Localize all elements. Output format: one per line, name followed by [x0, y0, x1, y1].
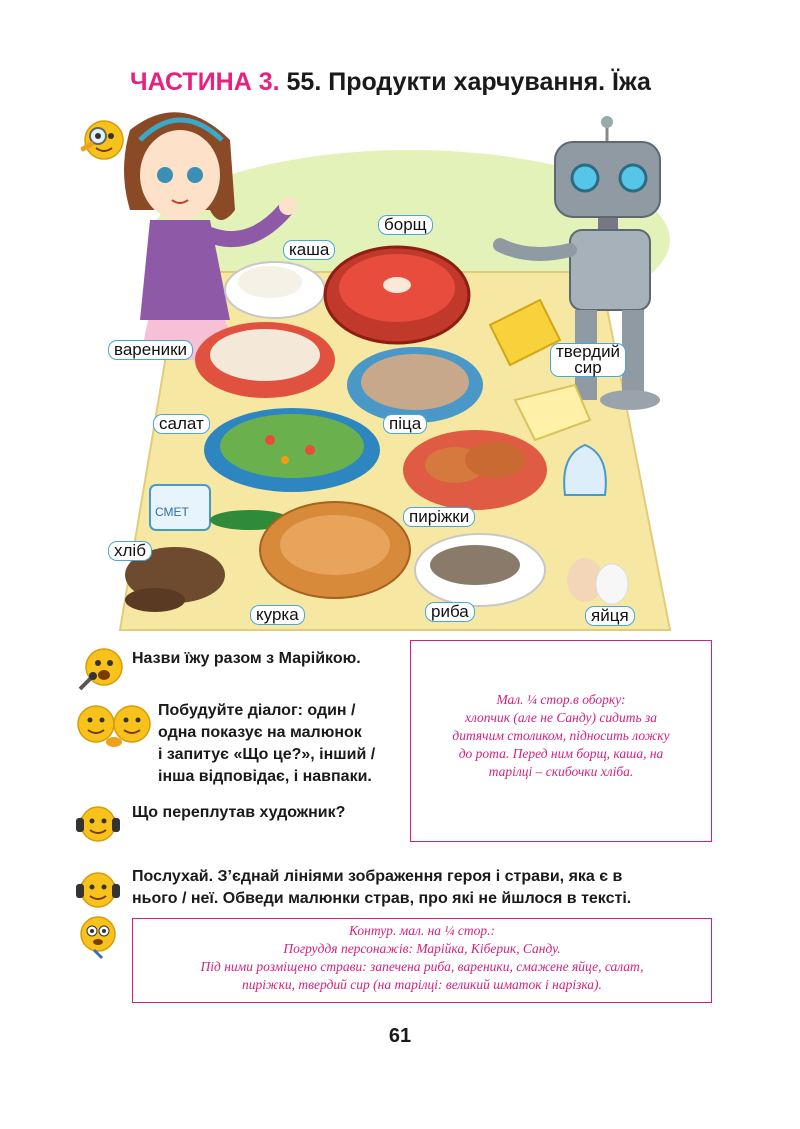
- task-dialogue-line1: Побудуйте діалог: один /: [158, 702, 356, 719]
- pencil-smiley-icon: [74, 914, 122, 960]
- dialogue-smileys-icon: [74, 700, 156, 752]
- headphones-smiley-icon: [74, 800, 122, 846]
- illustration-note-right: [410, 640, 712, 842]
- illustration-note-bottom: [132, 918, 712, 1003]
- sour-cream: [383, 277, 411, 293]
- label-khlib: хліб: [108, 541, 152, 561]
- label-kasha: каша: [283, 240, 335, 260]
- salad: [220, 414, 364, 478]
- task-listen-connect: [132, 866, 732, 910]
- chapter-part: ЧАСТИНА 3.: [130, 68, 280, 96]
- page-title: [130, 68, 730, 97]
- page-number: 61: [388, 1025, 412, 1047]
- label-pyrizhky: пиріжки: [403, 507, 475, 527]
- task-what-mixed-up: Що переплутав художник?: [132, 804, 346, 821]
- note-bottom-line4: пиріжки, твердий сир (на тарілці: великий шматок і нарізка).: [242, 977, 602, 992]
- label-vareniki: вареники: [108, 340, 193, 360]
- microphone-smiley-icon: [74, 645, 126, 693]
- vareniki-dumplings: [210, 329, 320, 381]
- fish: [430, 545, 520, 585]
- buckwheat: [361, 354, 469, 410]
- task-dialogue-line3: і запитує «Що це?», інший /: [158, 746, 376, 763]
- kasha-porridge: [238, 266, 302, 298]
- note-right-line3: дитячим столиком, підносить ложку: [452, 728, 670, 743]
- task-dialogue-line2: одна показує на малюнок: [158, 724, 362, 741]
- lesson-topic: 55. Продукти харчування. Їжа: [286, 68, 651, 96]
- task-listen-line2: нього / неї. Обведи малюнки страв, про які не йшлося в тексті.: [132, 890, 632, 907]
- label-borshch: борщ: [378, 215, 433, 235]
- headphones-smiley-icon-2: [74, 866, 122, 912]
- label-hard-cheese: [550, 343, 626, 377]
- task-dialogue-line4: інша відповідає, і навпаки.: [158, 768, 372, 785]
- task-name-food: Назви їжу разом з Марійкою.: [132, 650, 361, 667]
- task-dialogue: [158, 700, 408, 788]
- food-table-illustration: [70, 100, 730, 640]
- note-bottom-line3: Під ними розміщено страви: запечена риба, вареники, смажене яйце, салат,: [200, 959, 644, 974]
- task-listen-line1: Послухай. З’єднай лініями зображення героя і страви, яка є в: [132, 868, 623, 885]
- label-salat: салат: [153, 414, 210, 434]
- note-bottom-line1: Контур. мал. на ¼ стор.:: [348, 923, 496, 938]
- label-hard-cheese-line1: твердий: [556, 342, 621, 361]
- food-scene: [70, 100, 730, 640]
- label-ryba: риба: [425, 602, 475, 622]
- note-bottom-line2: Погруддя персонажів: Марійка, Кіберик, Санду.: [283, 941, 561, 956]
- label-hard-cheese-line2: сир: [574, 358, 602, 377]
- note-right-line5: тарілці – скибочки хліба.: [488, 764, 634, 779]
- note-right-line1: Мал. ¼ стор.в оборку:: [496, 692, 626, 707]
- sour-cream-cup-label: СМЕТ: [155, 505, 189, 519]
- note-right-line2: хлопчик (але не Санду) сидить за: [465, 710, 657, 725]
- egg-2: [596, 564, 628, 604]
- note-right-line4: до рота. Перед ним борщ, каша, на: [458, 746, 664, 761]
- label-kurka: курка: [250, 605, 305, 625]
- label-yaitsia: яйця: [585, 606, 635, 626]
- label-pitsa: піца: [383, 414, 427, 434]
